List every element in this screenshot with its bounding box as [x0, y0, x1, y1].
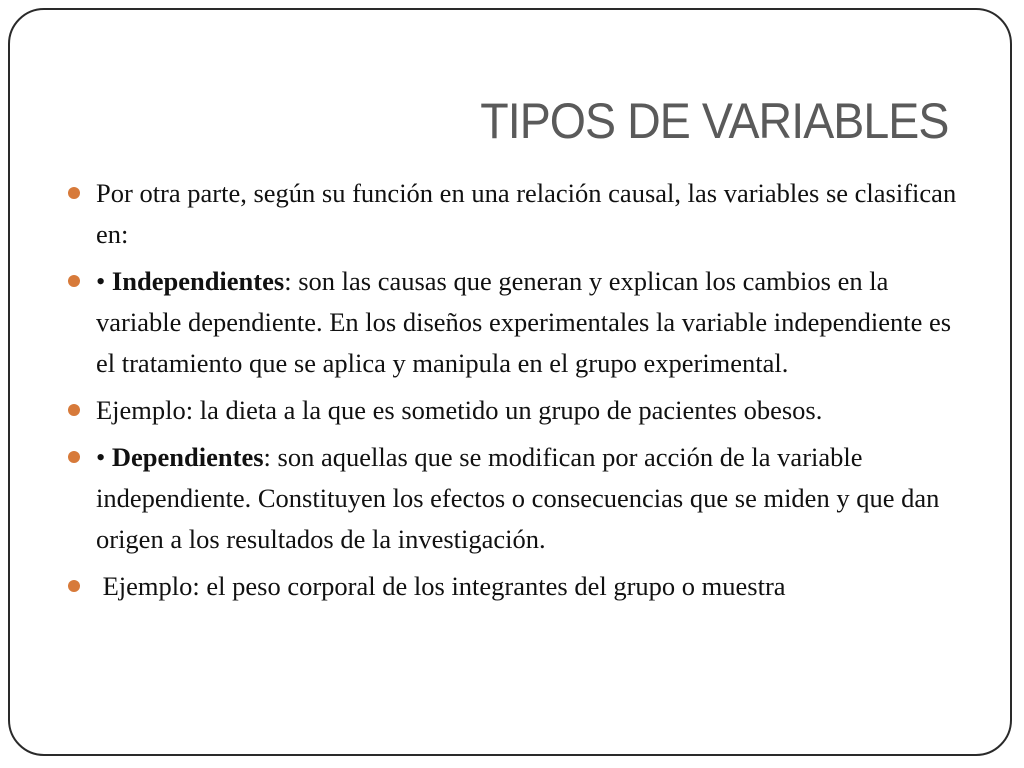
bullet-prefix: •	[96, 266, 112, 296]
term-dependientes: Dependientes	[111, 442, 264, 472]
bullet-dot-icon	[68, 580, 80, 592]
slide-frame	[8, 8, 1012, 756]
bullet-dot-icon	[68, 451, 80, 463]
bullet-text: : son las causas que generan y explican los cambios en la variable dependiente. En los diseños experimentales la variable independiente es el tratamiento que se aplica y manipula en el grupo experimental.	[96, 266, 952, 378]
bullet-item-ejemplo-dependiente	[68, 566, 968, 607]
bullet-item-dependientes	[68, 437, 968, 560]
bullet-dot-icon	[68, 187, 80, 199]
bullet-prefix: •	[96, 442, 112, 472]
bullet-dot-icon	[68, 404, 80, 416]
bullet-item-ejemplo-independiente	[68, 390, 968, 431]
bullet-item-independientes	[68, 261, 968, 384]
bullet-dot-icon	[68, 275, 80, 287]
slide-title: TIPOS DE VARIABLES	[479, 93, 948, 149]
term-independientes: Independientes	[111, 266, 285, 296]
bullet-text: Ejemplo: el peso corporal de los integrantes del grupo o muestra	[96, 571, 786, 601]
bullet-item-intro	[68, 173, 968, 255]
bullet-list	[68, 173, 968, 613]
bullet-text: : son aquellas que se modifican por acción de la variable independiente. Constituyen los efectos o consecuencias que se miden y que dan origen a los resultados de la investigación.	[96, 442, 940, 554]
bullet-text: Ejemplo: la dieta a la que es sometido un grupo de pacientes obesos.	[96, 395, 823, 425]
bullet-text: Por otra parte, según su función en una relación causal, las variables se clasifican en:	[96, 178, 957, 249]
